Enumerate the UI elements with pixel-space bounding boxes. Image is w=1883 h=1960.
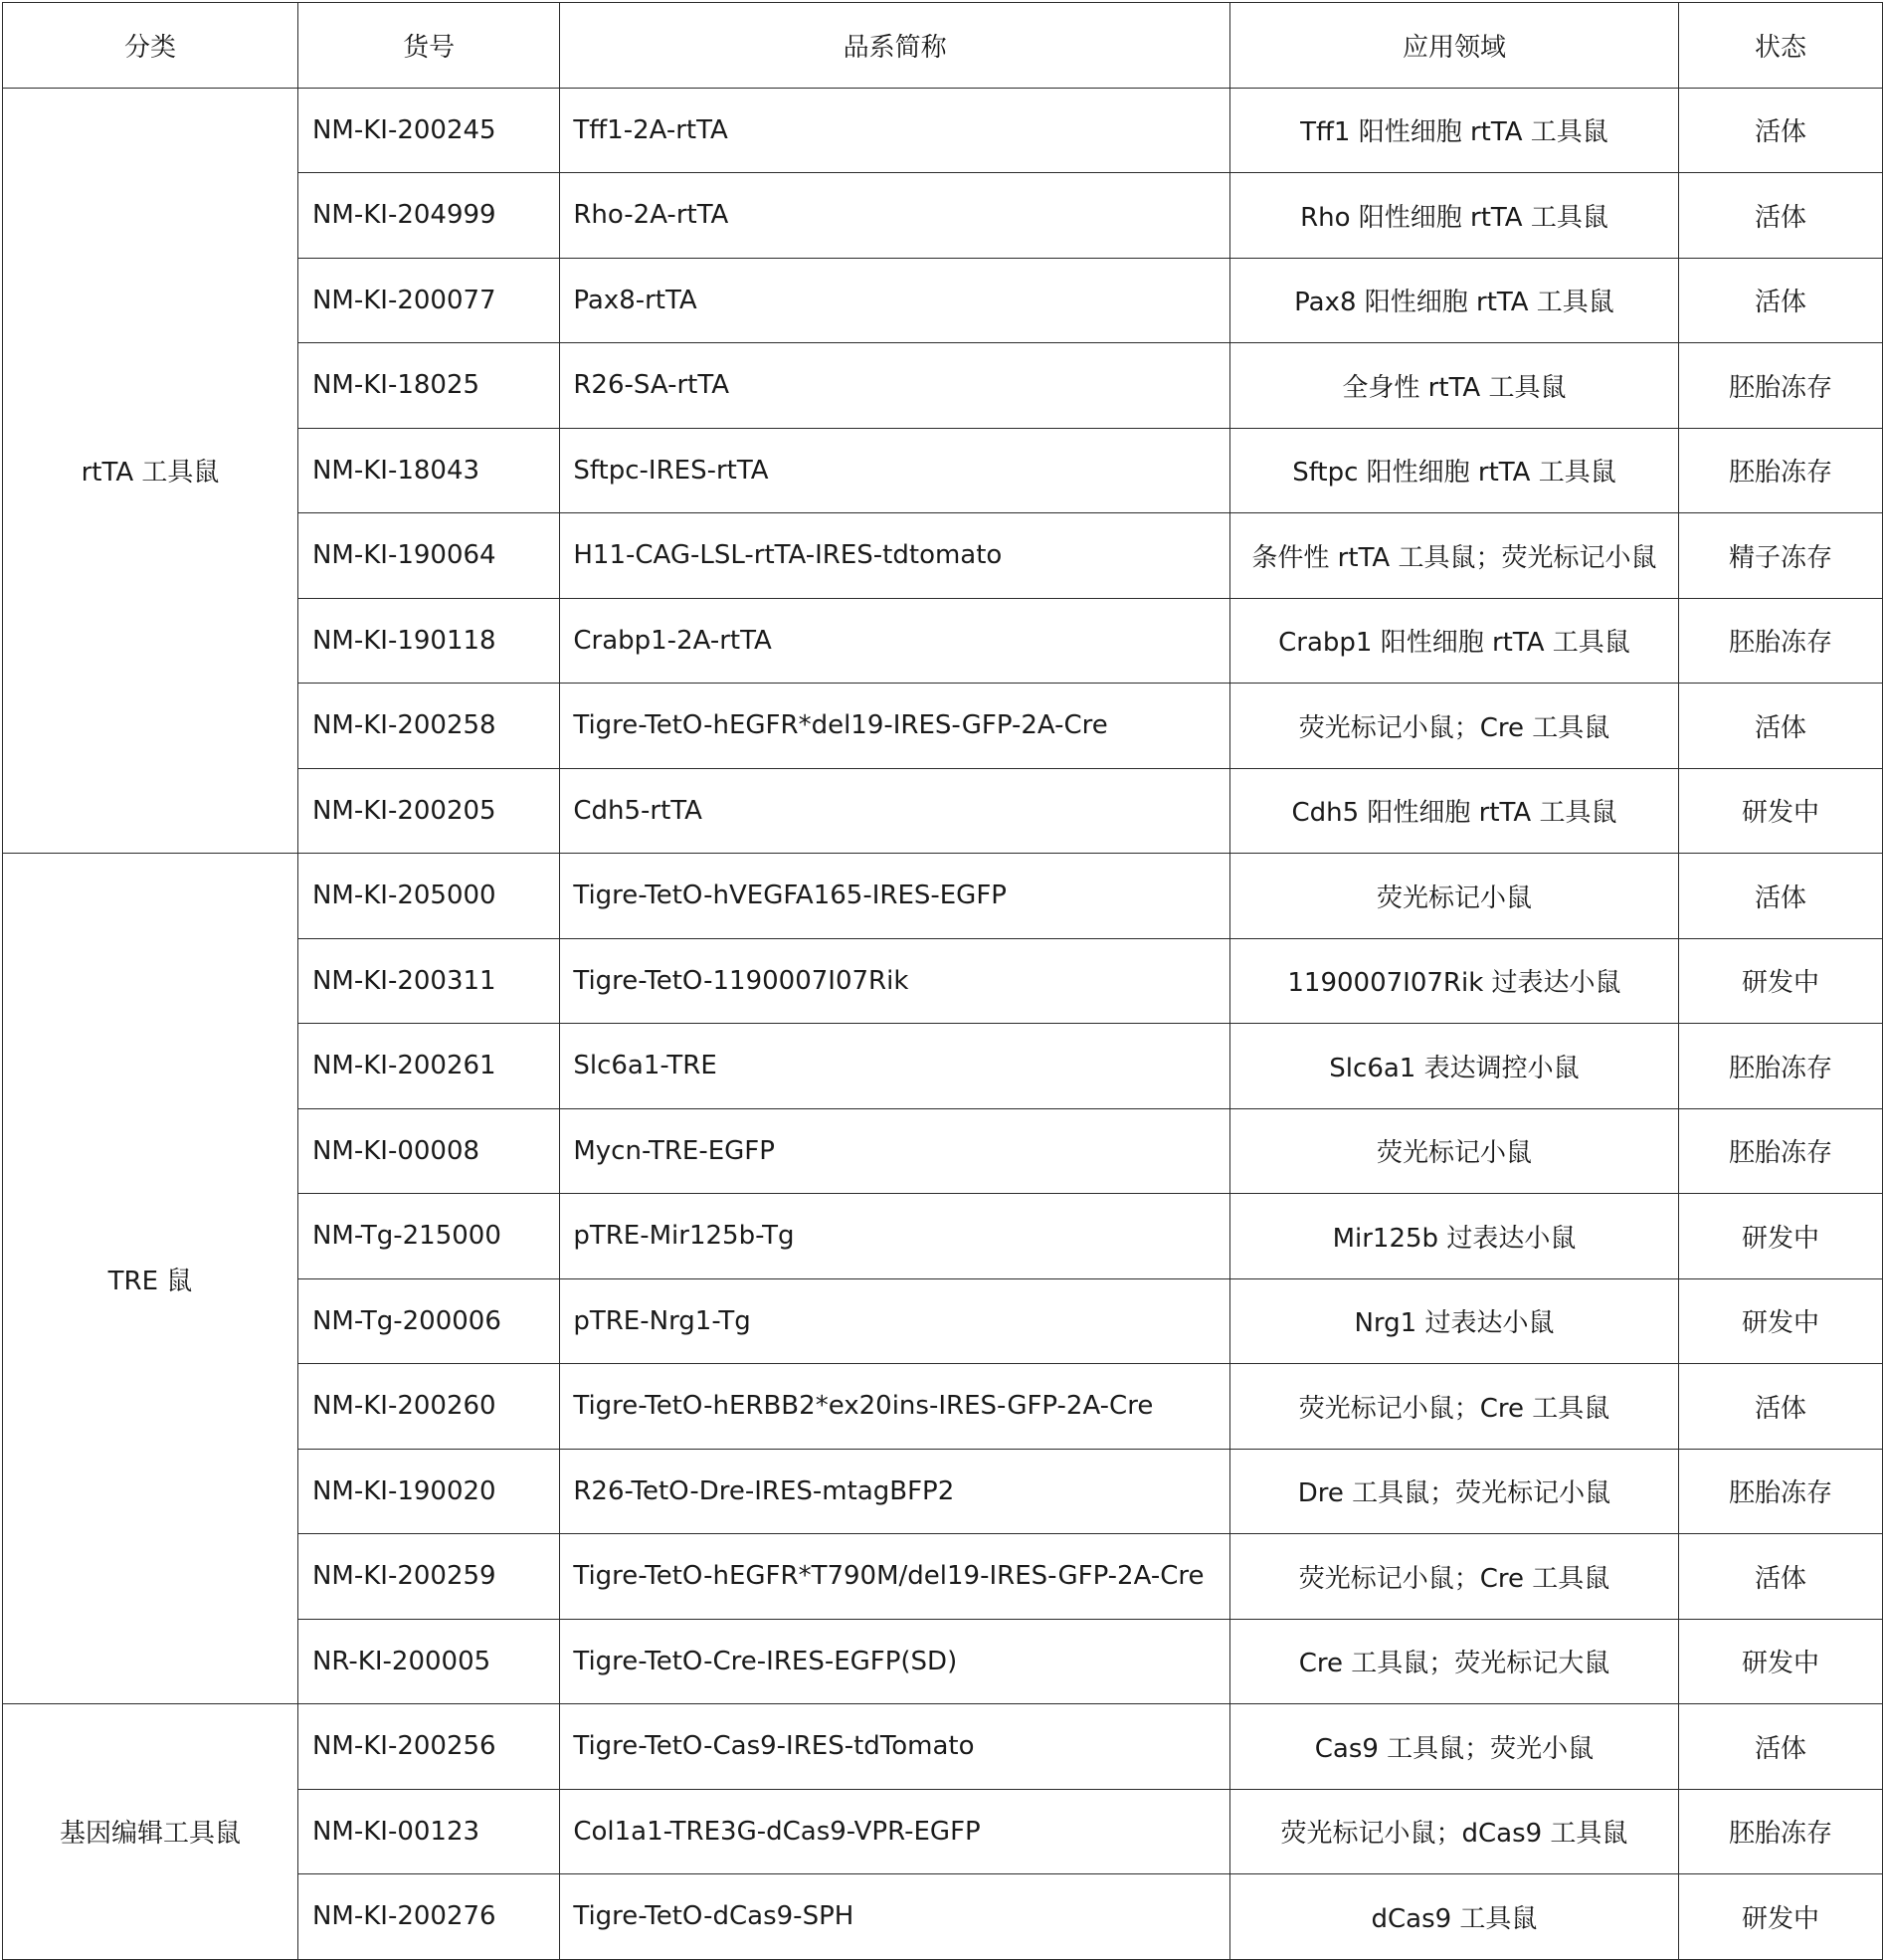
- status-cell: 研发中: [1679, 1194, 1883, 1279]
- sku-cell: NM-KI-204999: [297, 173, 559, 259]
- sku-cell: NM-KI-200260: [297, 1364, 559, 1450]
- strain-cell: R26-TetO-Dre-IRES-mtagBFP2: [560, 1449, 1229, 1534]
- application-cell: Cas9 工具鼠；荧光小鼠: [1229, 1704, 1678, 1790]
- strain-cell: R26-SA-rtTA: [560, 343, 1229, 429]
- strain-cell: pTRE-Nrg1-Tg: [560, 1278, 1229, 1364]
- sku-cell: NM-KI-190118: [297, 598, 559, 684]
- sku-cell: NM-KI-18025: [297, 343, 559, 429]
- sku-cell: NM-Tg-215000: [297, 1194, 559, 1279]
- strain-cell: Sftpc-IRES-rtTA: [560, 428, 1229, 513]
- status-cell: 胚胎冻存: [1679, 428, 1883, 513]
- application-cell: Nrg1 过表达小鼠: [1229, 1278, 1678, 1364]
- sku-cell: NM-KI-200256: [297, 1704, 559, 1790]
- strain-cell: Slc6a1-TRE: [560, 1024, 1229, 1109]
- strain-cell: H11-CAG-LSL-rtTA-IRES-tdtomato: [560, 513, 1229, 599]
- status-cell: 胚胎冻存: [1679, 1449, 1883, 1534]
- status-cell: 胚胎冻存: [1679, 598, 1883, 684]
- status-cell: 胚胎冻存: [1679, 1789, 1883, 1874]
- strain-cell: Tigre-TetO-dCas9-SPH: [560, 1874, 1229, 1960]
- sku-cell: NM-KI-200245: [297, 88, 559, 173]
- application-cell: Slc6a1 表达调控小鼠: [1229, 1024, 1678, 1109]
- sku-cell: NM-KI-200259: [297, 1534, 559, 1620]
- application-cell: Cre 工具鼠；荧光标记大鼠: [1229, 1619, 1678, 1704]
- application-cell: Pax8 阳性细胞 rtTA 工具鼠: [1229, 258, 1678, 343]
- strain-cell: Tigre-TetO-Cre-IRES-EGFP(SD): [560, 1619, 1229, 1704]
- application-cell: Cdh5 阳性细胞 rtTA 工具鼠: [1229, 768, 1678, 854]
- table-row: [3, 854, 1883, 939]
- header-application: 应用领域: [1229, 3, 1678, 89]
- strain-cell: Crabp1-2A-rtTA: [560, 598, 1229, 684]
- strain-cell: Mycn-TRE-EGFP: [560, 1108, 1229, 1194]
- status-cell: 活体: [1679, 1534, 1883, 1620]
- table-body: [3, 88, 1883, 1959]
- application-cell: Tff1 阳性细胞 rtTA 工具鼠: [1229, 88, 1678, 173]
- status-cell: 活体: [1679, 854, 1883, 939]
- status-cell: 研发中: [1679, 938, 1883, 1024]
- sku-cell: NM-KI-200077: [297, 258, 559, 343]
- sku-cell: NM-KI-190064: [297, 513, 559, 599]
- application-cell: 荧光标记小鼠: [1229, 1108, 1678, 1194]
- strain-cell: Pax8-rtTA: [560, 258, 1229, 343]
- table-row: [3, 88, 1883, 173]
- application-cell: 荧光标记小鼠；Cre 工具鼠: [1229, 684, 1678, 769]
- status-cell: 活体: [1679, 173, 1883, 259]
- header-strain: 品系简称: [560, 3, 1229, 89]
- header-sku: 货号: [297, 3, 559, 89]
- status-cell: 胚胎冻存: [1679, 1024, 1883, 1109]
- sku-cell: NM-KI-00123: [297, 1789, 559, 1874]
- strain-cell: Cdh5-rtTA: [560, 768, 1229, 854]
- strain-cell: pTRE-Mir125b-Tg: [560, 1194, 1229, 1279]
- sku-cell: NM-KI-190020: [297, 1449, 559, 1534]
- header-category: 分类: [3, 3, 298, 89]
- status-cell: 活体: [1679, 1364, 1883, 1450]
- status-cell: 活体: [1679, 684, 1883, 769]
- application-cell: 荧光标记小鼠；Cre 工具鼠: [1229, 1534, 1678, 1620]
- application-cell: 条件性 rtTA 工具鼠；荧光标记小鼠: [1229, 513, 1678, 599]
- application-cell: Sftpc 阳性细胞 rtTA 工具鼠: [1229, 428, 1678, 513]
- table-header-row: [3, 3, 1883, 89]
- category-cell: rtTA 工具鼠: [3, 88, 298, 854]
- application-cell: dCas9 工具鼠: [1229, 1874, 1678, 1960]
- sku-cell: NM-KI-200276: [297, 1874, 559, 1960]
- sku-cell: NM-KI-200258: [297, 684, 559, 769]
- strain-cell: Tigre-TetO-hERBB2*ex20ins-IRES-GFP-2A-Cre: [560, 1364, 1229, 1450]
- status-cell: 活体: [1679, 258, 1883, 343]
- sku-cell: NM-KI-00008: [297, 1108, 559, 1194]
- status-cell: 研发中: [1679, 768, 1883, 854]
- sku-cell: NM-KI-18043: [297, 428, 559, 513]
- sku-cell: NR-KI-200005: [297, 1619, 559, 1704]
- sku-cell: NM-Tg-200006: [297, 1278, 559, 1364]
- application-cell: 荧光标记小鼠: [1229, 854, 1678, 939]
- strain-cell: Tff1-2A-rtTA: [560, 88, 1229, 173]
- strain-cell: Tigre-TetO-1190007I07Rik: [560, 938, 1229, 1024]
- application-cell: 荧光标记小鼠；dCas9 工具鼠: [1229, 1789, 1678, 1874]
- strain-cell: Rho-2A-rtTA: [560, 173, 1229, 259]
- strain-cell: Tigre-TetO-hVEGFA165-IRES-EGFP: [560, 854, 1229, 939]
- strain-cell: Tigre-TetO-Cas9-IRES-tdTomato: [560, 1704, 1229, 1790]
- sku-cell: NM-KI-200205: [297, 768, 559, 854]
- status-cell: 精子冻存: [1679, 513, 1883, 599]
- application-cell: 荧光标记小鼠；Cre 工具鼠: [1229, 1364, 1678, 1450]
- status-cell: 研发中: [1679, 1874, 1883, 1960]
- category-cell: TRE 鼠: [3, 854, 298, 1704]
- status-cell: 研发中: [1679, 1278, 1883, 1364]
- status-cell: 胚胎冻存: [1679, 1108, 1883, 1194]
- table-row: [3, 1704, 1883, 1790]
- application-cell: 1190007I07Rik 过表达小鼠: [1229, 938, 1678, 1024]
- strain-cell: Col1a1-TRE3G-dCas9-VPR-EGFP: [560, 1789, 1229, 1874]
- status-cell: 研发中: [1679, 1619, 1883, 1704]
- application-cell: Dre 工具鼠；荧光标记小鼠: [1229, 1449, 1678, 1534]
- status-cell: 活体: [1679, 1704, 1883, 1790]
- strain-cell: Tigre-TetO-hEGFR*del19-IRES-GFP-2A-Cre: [560, 684, 1229, 769]
- application-cell: Crabp1 阳性细胞 rtTA 工具鼠: [1229, 598, 1678, 684]
- application-cell: 全身性 rtTA 工具鼠: [1229, 343, 1678, 429]
- strain-table: [2, 2, 1883, 1960]
- status-cell: 活体: [1679, 88, 1883, 173]
- application-cell: Mir125b 过表达小鼠: [1229, 1194, 1678, 1279]
- sku-cell: NM-KI-205000: [297, 854, 559, 939]
- strain-cell: Tigre-TetO-hEGFR*T790M/del19-IRES-GFP-2A-Cre: [560, 1534, 1229, 1620]
- status-cell: 胚胎冻存: [1679, 343, 1883, 429]
- sku-cell: NM-KI-200261: [297, 1024, 559, 1109]
- header-status: 状态: [1679, 3, 1883, 89]
- application-cell: Rho 阳性细胞 rtTA 工具鼠: [1229, 173, 1678, 259]
- category-cell: 基因编辑工具鼠: [3, 1704, 298, 1960]
- sku-cell: NM-KI-200311: [297, 938, 559, 1024]
